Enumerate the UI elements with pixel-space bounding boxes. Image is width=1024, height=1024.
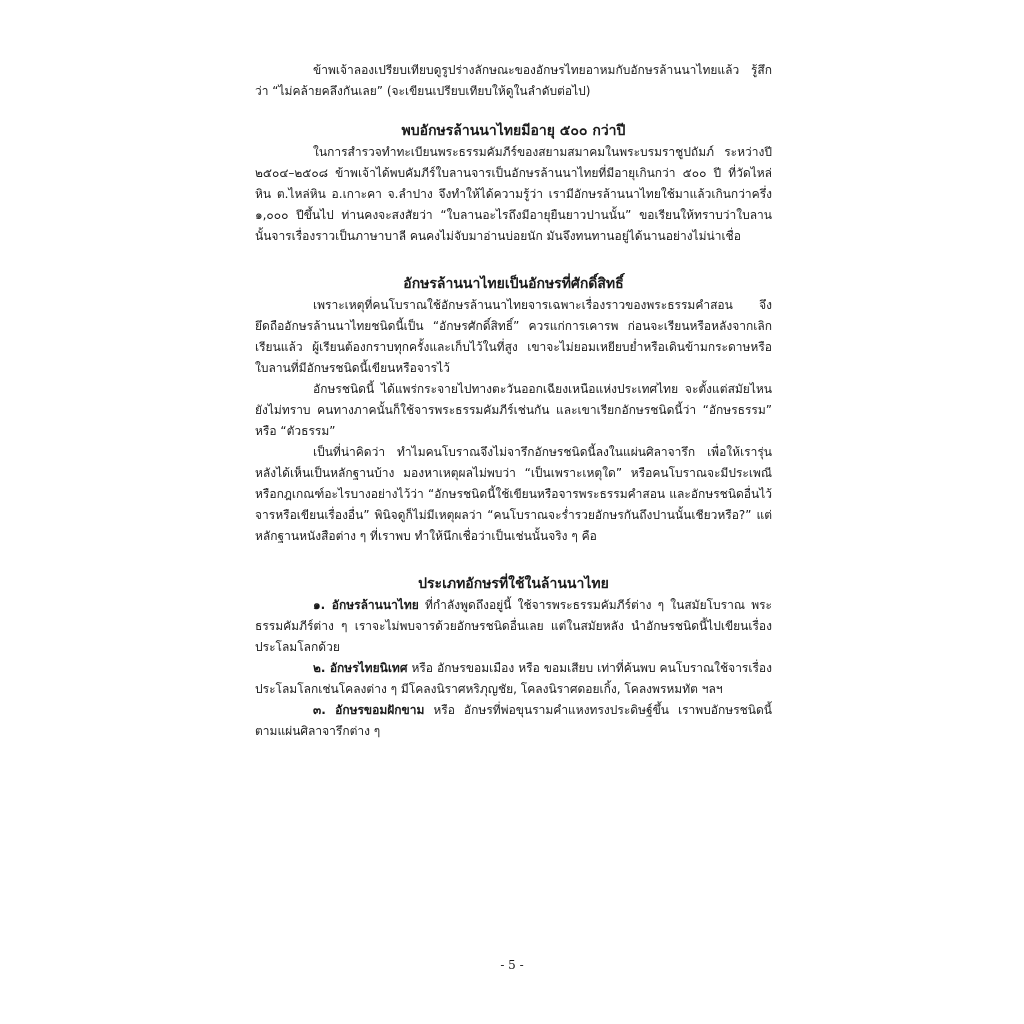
section-heading-age: พบอักษรล้านนาไทยมีอายุ ๕๐๐ กว่าปี — [401, 123, 626, 139]
script-type-1-title: ๑. อักษรล้านนาไทย — [313, 598, 419, 612]
script-type-item-1 — [255, 595, 772, 658]
intro-paragraph: ข้าพเจ้าลองเปรียบเทียบดูรูปร่างลักษณะของอักษรไทยอาหมกับอักษรล้านนาไทยแล้ว รู้สึกว่า “ไม่คล้ายคลึงกันเลย” (จะเขียนเปรียบเทียบให้ดูในลำดับต่อไป) — [255, 63, 772, 98]
script-type-2-title: ๒. อักษรไทยนิเทศ — [313, 661, 408, 675]
section-sacred-paragraph-3: เป็นที่น่าคิดว่า ทำไมคนโบราณจึงไม่จารึกอักษรชนิดนี้ลงในแผ่นศิลาจารึก เพื่อให้เรารุ่นหลังได้เห็นเป็นหลักฐานบ้าง มองหาเหตุผลไม่พบว่า “เป็นเพราะเหตุใด” หรือคนโบราณจะมีประเพณีหรือกฎเกณฑ์อะไรบางอย่างไว้ว่า “อักษรชนิดนี้ใช้เขียนหรือจารพระธรรมคำสอน และอักษรชนิดอื่นไว้จารหรือเขียนเรื่องอื่น” พินิจดูก็ไม่มีเหตุผลว่า “คนโบราณจะร่ำรวยอักษรกันถึงปานนั้นเชียวหรือ?” แต่หลักฐานหนังสือต่าง ๆ ที่เราพบ ทำให้นึกเชื่อว่าเป็นเช่นนั้นจริง ๆ คือ — [255, 445, 772, 543]
section-heading-script-types: ประเภทอักษรที่ใช้ในล้านนาไทย — [418, 576, 609, 592]
script-type-item-2 — [255, 658, 772, 700]
page-number: - 5 - — [500, 958, 524, 972]
script-type-item-3 — [255, 700, 772, 742]
page-content — [255, 60, 772, 742]
section-sacred-paragraph-1: เพราะเหตุที่คนโบราณใช้อักษรล้านนาไทยจารเฉพาะเรื่องราวของพระธรรมคำสอน จึงยึดถืออักษรล้านนาไทยชนิดนี้เป็น “อักษรศักดิ์สิทธิ์” ควรแก่การเคารพ ก่อนจะเรียนหรือหลังจากเลิกเรียนแล้ว ผู้เรียนต้องกราบทุกครั้งและเก็บไว้ในที่สูง เขาจะไม่ยอมเหยียบย่ำหรือเดินข้ามกระดาษหรือใบลานที่มีอักษรชนิดนี้เขียนหรือจารไว้ — [255, 298, 772, 375]
script-type-1-text: ที่กำลังพูดถึงอยู่นี้ ใช้จารพระธรรมคัมภีร์ต่าง ๆ ในสมัยโบราณ พระธรรมคัมภีร์ต่าง ๆ เราจะไม่พบจารด้วยอักษรชนิดอื่นเลย แต่ในสมัยหลัง นำอักษรชนิดนี้ไปเขียนเรื่องประโลมโลกด้วย — [255, 598, 772, 654]
script-type-3-title: ๓. อักษรขอมฝักขาม — [313, 703, 425, 717]
section-sacred-paragraph-2: อักษรชนิดนี้ ได้แพร่กระจายไปทางตะวันออกเฉียงเหนือแห่งประเทศไทย จะตั้งแต่สมัยไหนยังไม่ทราบ คนทางภาคนั้นก็ใช้จารพระธรรมคัมภีร์เช่นกัน และเขาเรียกอักษรชนิดนี้ว่า “อักษรธรรม” หรือ “ตัวธรรม” — [255, 382, 772, 438]
section-age-paragraph: ในการสำรวจทำทะเบียนพระธรรมคัมภีร์ของสยามสมาคมในพระบรมราชูปถัมภ์ ระหว่างปี ๒๕๐๔–๒๕๐๘ ข้าพเจ้าได้พบคัมภีร์ใบลานจารเป็นอักษรล้านนาไทยที่มีอายุเกินกว่า ๕๐๐ ปี ที่วัดไหล่หิน ต.ไหล่หิน อ.เกาะคา จ.ลำปาง จึงทำให้ได้ความรู้ว่า เรามีอักษรล้านนาไทยใช้มาแล้วเกินกว่าครึ่ง ๑,๐๐๐ ปีขึ้นไป ท่านคงจะสงสัยว่า “ใบลานอะไรถึงมีอายุยืนยาวปานนั้น” ขอเรียนให้ทราบว่าใบลานนั้นจารเรื่องราวเป็นภาษาบาลี คนคงไม่จับมาอ่านบ่อยนัก มันจึงทนทานอยู่ได้นานอย่างไม่น่าเชื่อ — [255, 145, 772, 243]
script-type-2-text: หรือ อักษรขอมเมือง หรือ ขอมเสียบ เท่าที่ค้นพบ คนโบราณใช้จารเรื่องประโลมโลกเช่นโคลงต่าง ๆ มีโคลงนิราศหริภุญชัย, โคลงนิราศดอยเกิ้ง, โคลงพรหมทัต ฯลฯ — [255, 661, 772, 696]
section-heading-sacred: อักษรล้านนาไทยเป็นอักษรที่ศักดิ์สิทธิ์ — [403, 276, 624, 292]
script-type-3-text: หรือ อักษรที่พ่อขุนรามคำแหงทรงประดิษฐ์ขึ้น เราพบอักษรชนิดนี้ตามแผ่นศิลาจารึกต่าง ๆ — [255, 703, 772, 738]
